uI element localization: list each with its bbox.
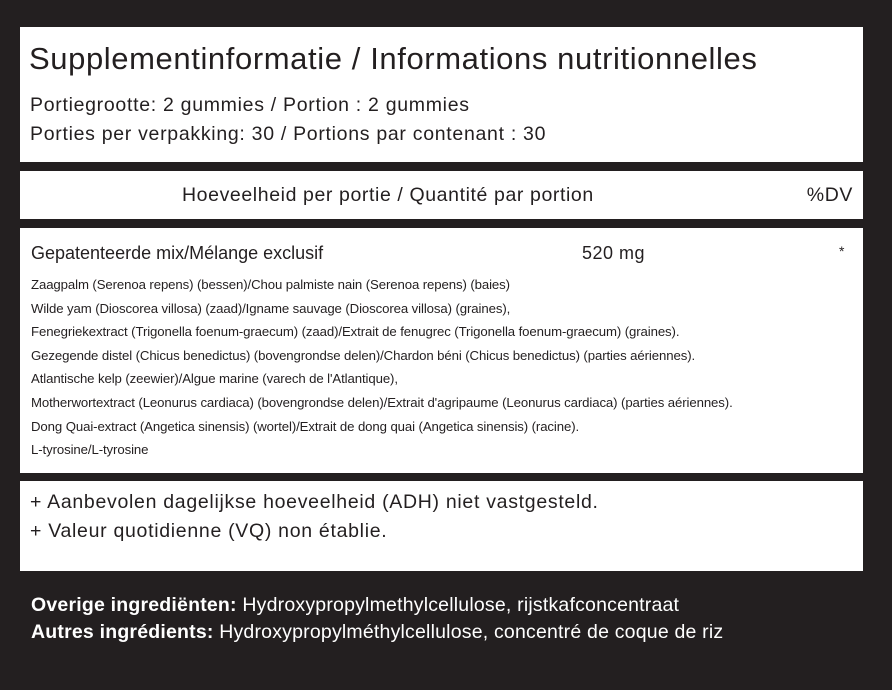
amount-header-panel [20,171,863,219]
blend-ingredient: Zaagpalm (Serenoa repens) (bessen)/Chou palmiste nain (Serenoa repens) (baies) [31,277,510,292]
note-vq: + Valeur quotidienne (VQ) non établie. [30,520,388,542]
blend-dv-asterisk: * [839,243,845,259]
daily-value-notes-panel [20,481,863,571]
other-ingredients-nl [31,594,679,617]
serving-size: Portiegrootte: 2 gummies / Portion : 2 gummies [30,94,470,116]
blend-name: Gepatenteerde mix/Mélange exclusif [31,243,324,263]
other-ingredients-nl-label: Overige ingrediënten: [31,594,237,616]
other-ingredients-fr [31,621,723,644]
blend-ingredient-list [31,273,733,462]
blend-ingredient: Gezegende distel (Chicus benedictus) (bovengrondse delen)/Chardon béni (Chicus benedictus) (parties aériennes). [31,347,696,363]
proprietary-blend-panel [20,228,863,473]
blend-ingredient: Dong Quai-extract (Angetica sinensis) (wortel)/Extrait de dong quai (Angetica sinensis) (racine). [31,418,580,434]
blend-ingredient: L-tyrosine/L-tyrosine [31,442,149,458]
daily-value-label: %DV [806,184,853,206]
supplement-facts-header-panel [20,27,863,162]
blend-ingredient: Motherwortextract (Leonurus cardiaca) (bovengrondse delen)/Extrait d'agripaume (Leonurus cardiaca) (parties aériennes). [31,394,733,410]
other-ingredients-fr-label: Autres ingrédients: [31,621,214,643]
servings-per-container: Porties per verpakking: 30 / Portions par contenant : 30 [30,123,547,145]
blend-ingredient: Fenegriekextract (Trigonella foenum-graecum) (zaad)/Extrait de fenugrec (Trigonella foenum-graecum) (graines). [31,324,680,340]
other-ingredients-nl-text: Hydroxypropylmethylcellulose, rijstkafconcentraat [236,594,680,616]
label-title: Supplementinformatie / Informations nutritionnelles [29,41,758,76]
blend-ingredient: Atlantische kelp (zeewier)/Algue marine (varech de l'Atlantique), [31,371,398,387]
amount-per-serving-label: Hoeveelheid per portie / Quantité par portion [182,184,594,206]
blend-ingredient: Wilde yam (Dioscorea villosa) (zaad)/Igname sauvage (Dioscorea villosa) (graines), [31,300,511,316]
note-adh: + Aanbevolen dagelijkse hoeveelheid (ADH) niet vastgesteld. [30,491,599,513]
blend-amount: 520 mg [582,243,646,263]
other-ingredients-fr-text: Hydroxypropylméthylcellulose, concentré de coque de riz [213,621,724,643]
